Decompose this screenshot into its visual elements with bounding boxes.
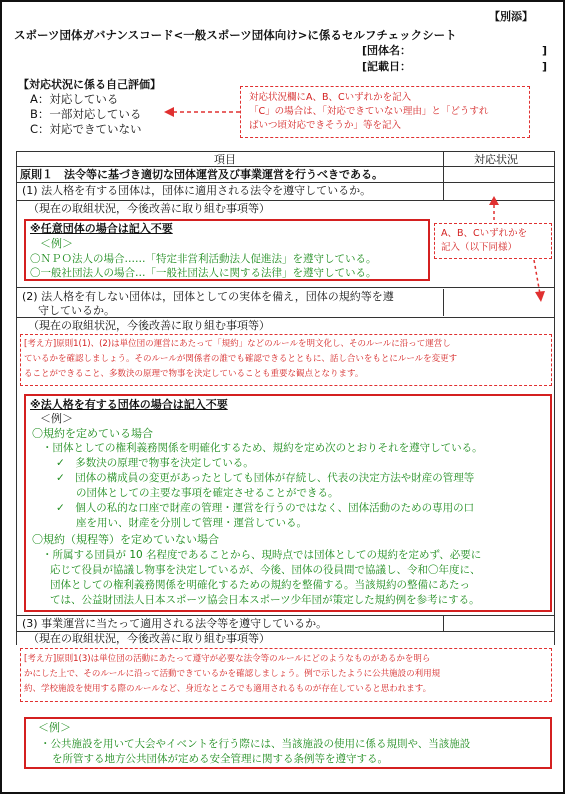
example-line: ・公共施設を用いて大会やイベントを行う際には、当該施設の使用に係る規則や、当該施設 — [40, 738, 471, 750]
guidance-line: 約、学校施設を使用する際のルールなど、身近なところでも適用されるものが存在していると思われます。 — [24, 684, 432, 694]
question-1: (1) 法人格を有する団体は，団体に適用される法令を遵守しているか。 — [22, 184, 372, 197]
box-heading: ※法人格を有する団体の場合は記入不要 — [30, 398, 228, 411]
page-title: スポーツ団体ガバナンスコード<一般スポーツ団体向け>に係るセルフチェックシート — [14, 28, 457, 42]
org-name-close: ] — [542, 44, 548, 57]
org-name-label: [団体名： — [362, 44, 412, 57]
example-line: を所管する地方公共団体が定める安全管理に関する条例等を遵守する。 — [52, 753, 388, 765]
example-line: ✓ 多数決の原理で物事を決定している。 — [56, 457, 254, 469]
question-3: (3) 事業運営に当たって適用される法令等を遵守しているか。 — [22, 617, 328, 630]
self-eval-c: C：対応できていない — [30, 122, 142, 136]
callout-line: 対応状況欄にA、B、Cいずれかを記入 — [249, 92, 412, 103]
callout-line: 「C」の場合は、「対応できていない理由」と「どうすれ — [249, 106, 489, 117]
example-line: 団体としての権利義務関係を明確化するための規約を整備する。当該規約の整備にあたっ — [50, 579, 470, 591]
example-label: ＜例＞ — [40, 412, 73, 425]
example-line: ✓ 団体の構成員の変更があったとしても団体が存続し、代表の決定方法や財産の管理等 — [56, 472, 475, 484]
example-line: 座を用い、財産を分別して管理・運営している。 — [76, 517, 307, 529]
attachment-tag: 【別添】 — [489, 10, 533, 23]
example-label: ＜例＞ — [40, 237, 73, 250]
date-label: [記載日： — [362, 60, 412, 73]
note-q2: （現在の取組状況，今後改善に取り組む事項等） — [28, 319, 270, 332]
self-eval-b: B：一部対応している — [30, 107, 142, 121]
callout-line: A、B、Cいずれかを — [441, 228, 528, 239]
note-q3: （現在の取組状況，今後改善に取り組む事項等） — [28, 632, 270, 645]
example-line: 応じて役員が協議し物事を決定しているが、今後、団体の役員間で協議し、令和〇年度に、 — [50, 564, 481, 576]
example-subhead: 〇規約（規程等）を定めていない場合 — [32, 533, 219, 546]
status-input-q3[interactable] — [445, 617, 551, 630]
example-line: ・団体としての権利義務関係を明確化するため、規約を定め次のとおりそれを遵守している。 — [42, 442, 483, 454]
example-line: ✓ 個人の私的な口座で財産の管理・運営を行うのではなく、団体活動のための専用の口 — [56, 502, 475, 514]
guidance-line: ているかを確認しましょう。そのルールが関係者の誰でも確認できるとともに、話し合いをもとにルールを変更す — [24, 354, 458, 364]
guidance-line: ることができること、多数決の原理で物事を決定していることも重要な観点となります。 — [24, 369, 364, 379]
example-label: ＜例＞ — [38, 721, 71, 734]
example-line: の団体としての主要な事項を確定させることができる。 — [76, 487, 339, 499]
example-box-corporation — [24, 219, 430, 281]
col-header-item: 項目 — [214, 153, 236, 166]
example-subhead: 〇規約を定めている場合 — [32, 427, 153, 440]
callout-status-instruction — [240, 86, 530, 138]
guidance-box-2 — [20, 648, 552, 702]
note-q1: （現在の取組状況，今後改善に取り組む事項等） — [28, 202, 270, 215]
question-2-cont: 守しているか。 — [38, 304, 115, 317]
status-input-q2[interactable] — [445, 290, 551, 315]
self-eval-a: A：対応している — [30, 92, 119, 106]
example-line: 〇ＮＰＯ法人の場合……「特定非営利活動法人促進法」を遵守している。 — [30, 253, 377, 265]
guidance-line: [考え方]原則1(1)、(2)は単位団の運営にあたって「規約」などのルールを明文化し、そのルールに沿って運営し — [24, 339, 451, 349]
example-line: ・所属する団員が 10 名程度であることから、現時点では団体としての規約を定めず、必要に — [42, 549, 482, 561]
callout-line: ばいつ頃対応できそうか」等を記入 — [249, 120, 402, 131]
example-line: 〇一般社団法人の場合…「一般社団法人に関する法律」を遵守している。 — [30, 267, 377, 279]
guidance-line: かにした上で、そのルールに沿って活動できているかを確認しましょう。例で示したように公共施設の利用規 — [24, 669, 441, 679]
self-eval-heading: 【対応状況に係る自己評価】 — [18, 78, 161, 91]
example-box-facilities — [24, 717, 552, 769]
box-heading: ※任意団体の場合は記入不要 — [30, 222, 173, 235]
example-box-non-corporation — [24, 394, 552, 612]
guidance-line: [考え方]原則1(3)は単位団の活動にあたって遵守が必要な法令等のルールにどのようなものがあるかを明ら — [24, 654, 431, 664]
date-close: ] — [542, 60, 548, 73]
arrow-icon — [162, 102, 242, 122]
guidance-box-1 — [20, 334, 552, 386]
col-header-status: 対応状況 — [474, 153, 518, 166]
principle-1: 原則１ 法令等に基づき適切な団体運営及び事業運営を行うべきである。 — [20, 168, 383, 181]
question-2: (2) 法人格を有しない団体は，団体としての実体を備え，団体の規約等を遵 — [22, 290, 394, 303]
example-line: ては、公益財団法人日本スポーツ協会日本スポーツ少年団が策定した規約例を参考にする。 — [50, 594, 480, 606]
callout-line: 記入（以下同様） — [441, 242, 518, 253]
